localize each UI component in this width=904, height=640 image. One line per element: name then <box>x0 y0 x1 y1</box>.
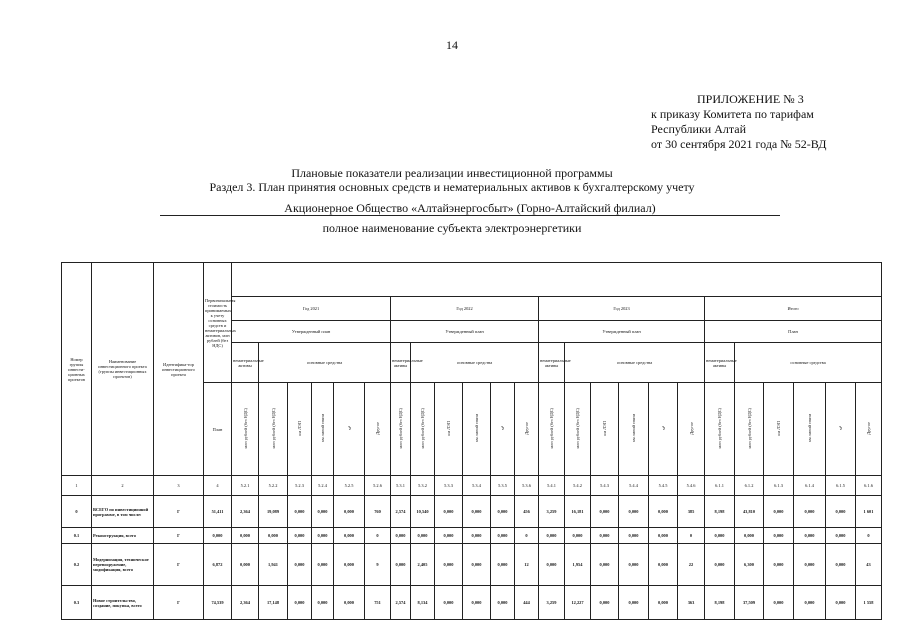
table-cell: 0,000 <box>491 528 515 544</box>
column-number: 5.3.1 <box>391 476 411 496</box>
table-cell: 2,364 <box>232 496 259 528</box>
subheader-label: Другое <box>688 422 694 435</box>
organization-name: Акционерное Общество «Алтайэнергосбыт» (Горно-Алтайский филиал) <box>160 201 780 216</box>
table-cell: 0,000 <box>764 586 794 620</box>
column-number: 5.2.1 <box>232 476 259 496</box>
subheader-cell <box>435 383 463 476</box>
header-year-2021: Год 2021 <box>232 297 391 321</box>
header-fixed-total: основные средства <box>735 343 882 383</box>
table-cell: 1,954 <box>565 544 591 586</box>
table-cell: 0,000 <box>435 586 463 620</box>
subheader-label: млн рублей (без НДС) <box>242 408 248 449</box>
table-cell: 0,000 <box>649 528 678 544</box>
header-initial-cost: Первоначальная стоимость принимаемых к учету основных средств и нематериальных активов, млн рублей (без НДС) <box>204 263 232 383</box>
table-cell: 0,000 <box>539 528 565 544</box>
table-cell: 2,574 <box>391 496 411 528</box>
table-cell: 0,000 <box>591 586 619 620</box>
column-number: 6.1.1 <box>705 476 735 496</box>
subheader-label: км линий связи <box>474 414 479 443</box>
appendix-title: ПРИЛОЖЕНИЕ № 3 <box>697 92 804 106</box>
table-cell: 0,000 <box>794 496 826 528</box>
investment-table <box>61 262 882 620</box>
table-cell: 0,000 <box>539 544 565 586</box>
row-name: ВСЕГО по инвестиционной программе, в том числе: <box>92 496 154 528</box>
table-cell: 0,000 <box>463 544 491 586</box>
table-cell: 19,089 <box>259 496 288 528</box>
column-number: 5.2.4 <box>312 476 334 496</box>
table-cell: 12 <box>515 544 539 586</box>
subheader-cell <box>826 383 856 476</box>
table-cell: 0,000 <box>619 496 649 528</box>
table-cell: 2,364 <box>232 586 259 620</box>
column-number: 5.4.3 <box>591 476 619 496</box>
header-total: Итого <box>705 297 882 321</box>
subheader-cell <box>649 383 678 476</box>
table-cell: 9 <box>365 544 391 586</box>
column-number: 5.4.4 <box>619 476 649 496</box>
subheader-cell <box>565 383 591 476</box>
subheader-label: км ЛЭП <box>297 421 302 436</box>
subheader-cell <box>705 383 735 476</box>
header-intangible-2021: нематериальные активы <box>232 343 259 383</box>
table-cell: Г <box>154 528 204 544</box>
table-cell: 0,000 <box>204 528 232 544</box>
table-cell: 0,000 <box>619 528 649 544</box>
table-cell: Г <box>154 544 204 586</box>
header-year-2022: Год 2022 <box>391 297 539 321</box>
table-cell: 0.1 <box>62 528 92 544</box>
table-row <box>62 528 882 544</box>
table-cell: 10,540 <box>411 496 435 528</box>
subheader-label: млн рублей (без НДС) <box>549 408 554 449</box>
column-number: 6.1.5 <box>826 476 856 496</box>
table-cell: 0 <box>678 528 705 544</box>
title-line-1: Плановые показатели реализации инвестиционной программы <box>291 166 613 180</box>
table-cell: 456 <box>515 496 539 528</box>
table-cell: 0 <box>62 496 92 528</box>
header-fixed-2022: основные средства <box>411 343 539 383</box>
row-name: Реконструкция, всего <box>92 528 154 544</box>
table-cell: 0 <box>365 528 391 544</box>
subheader-label: км линий связи <box>320 414 325 443</box>
appendix-region-line: Республики Алтай <box>651 122 746 136</box>
table-cell: 0,000 <box>826 586 856 620</box>
header-intangible-total: нематериальные активы <box>705 343 735 383</box>
table-cell: 8,134 <box>411 586 435 620</box>
column-number: 5.4.1 <box>539 476 565 496</box>
table-cell: 0,000 <box>794 544 826 586</box>
subheader-label: км линий связи <box>631 414 636 443</box>
subheader-cell <box>539 383 565 476</box>
column-number: 6.1.3 <box>764 476 794 496</box>
table-cell: 0,000 <box>491 544 515 586</box>
table-cell: 0 <box>515 528 539 544</box>
header-plan-2023: Утвержденный план <box>539 321 705 343</box>
table-cell: 0,000 <box>705 528 735 544</box>
subheader-cell <box>334 383 365 476</box>
document-title <box>0 166 904 194</box>
table-row <box>62 544 882 586</box>
table-cell: 0,000 <box>312 544 334 586</box>
subheader-label: м² <box>660 426 666 431</box>
subheader-cell <box>515 383 539 476</box>
column-number: 6.1.6 <box>856 476 882 496</box>
column-number: 5.3.2 <box>411 476 435 496</box>
table-cell: 8,198 <box>705 586 735 620</box>
table-cell: 0,000 <box>826 528 856 544</box>
table-cell: 385 <box>678 496 705 528</box>
table-cell: 0,000 <box>764 544 794 586</box>
table-cell: 8,198 <box>705 496 735 528</box>
subheader-cell <box>619 383 649 476</box>
table-cell: 0,000 <box>411 528 435 544</box>
table-cell: 6,872 <box>204 544 232 586</box>
table-cell: 17,148 <box>259 586 288 620</box>
subheader-label: км ЛЭП <box>776 421 781 436</box>
table-cell: 1 558 <box>856 586 882 620</box>
table-cell: 0,000 <box>232 544 259 586</box>
subheader-cell <box>794 383 826 476</box>
table-cell: 0,000 <box>312 586 334 620</box>
header-plan-2022: Утвержденный план <box>391 321 539 343</box>
header-project-name: Наименование инвестиционного проекта (группы инвестиционных проектов) <box>92 263 154 476</box>
subheader-cell <box>856 383 882 476</box>
table-cell: 751 <box>365 586 391 620</box>
column-number: 5.3.6 <box>515 476 539 496</box>
subheader-cell <box>232 383 259 476</box>
table-cell: 0,000 <box>334 544 365 586</box>
subheader-label: млн рублей (без НДС) <box>398 408 403 449</box>
subheader-label: Другое <box>375 422 380 435</box>
subheader-cell <box>591 383 619 476</box>
subheader-label: м² <box>838 426 843 431</box>
header-intangible-2023: нематериальные активы <box>539 343 565 383</box>
header-fixed-2021: основные средства <box>259 343 391 383</box>
subheader-label: млн рублей (без НДС) <box>420 408 425 449</box>
table-cell: 43,810 <box>735 496 764 528</box>
table-cell: Г <box>154 496 204 528</box>
subheader-label: Другое <box>866 422 871 435</box>
subheader-label: м² <box>500 426 505 431</box>
column-number: 4 <box>204 476 232 496</box>
table-cell: 0,000 <box>232 528 259 544</box>
subheader-cell <box>463 383 491 476</box>
table-cell: 43 <box>856 544 882 586</box>
column-number: 5.3.5 <box>491 476 515 496</box>
table-cell: 0,000 <box>463 586 491 620</box>
header-year-2023: Год 2023 <box>539 297 705 321</box>
table-cell: 1,941 <box>259 544 288 586</box>
column-number: 5.3.4 <box>463 476 491 496</box>
subheader-label: млн рублей (без НДС) <box>746 408 752 449</box>
table-cell: 363 <box>678 586 705 620</box>
header-plan-2021: Утвержденный план <box>232 321 391 343</box>
table-cell: 22 <box>678 544 705 586</box>
column-number: 6.1.2 <box>735 476 764 496</box>
header-plan: План <box>204 383 232 476</box>
column-number: 2 <box>92 476 154 496</box>
table-cell: 0,000 <box>649 586 678 620</box>
table-cell: 0,000 <box>591 496 619 528</box>
table-cell: 0,000 <box>826 496 856 528</box>
table-cell: 0,000 <box>288 586 312 620</box>
row-name: Новое строительство, создание, покупка, всего <box>92 586 154 620</box>
subheader-label: млн рублей (без НДС) <box>717 408 722 449</box>
header-project-id: Идентифика-тор инвестиционного проекта <box>154 263 204 476</box>
table-cell: 12,227 <box>565 586 591 620</box>
table-cell: 0,000 <box>334 586 365 620</box>
table-cell: 0,000 <box>794 586 826 620</box>
table-cell: 0,000 <box>649 544 678 586</box>
subheader-label: км ЛЭП <box>602 421 607 436</box>
subheader-cell <box>411 383 435 476</box>
table-cell: 0.3 <box>62 586 92 620</box>
table-cell: 0,000 <box>619 544 649 586</box>
table-cell: 0,000 <box>591 544 619 586</box>
table-cell: 0,000 <box>312 496 334 528</box>
table-row <box>62 496 882 528</box>
table-cell: 0,000 <box>463 496 491 528</box>
table-cell: 1 601 <box>856 496 882 528</box>
table-cell: 0,000 <box>334 496 365 528</box>
table-cell: 37,509 <box>735 586 764 620</box>
table-cell: 0,000 <box>565 528 591 544</box>
subheader-cell <box>391 383 411 476</box>
table-cell: 3,259 <box>539 496 565 528</box>
appendix-header <box>651 92 826 152</box>
appendix-order-line: к приказу Комитета по тарифам <box>651 107 814 121</box>
subheader-cell <box>678 383 705 476</box>
table-cell: 0,000 <box>391 528 411 544</box>
table-cell: 0,000 <box>491 496 515 528</box>
column-number: 1 <box>62 476 92 496</box>
header-fixed-2023: основные средства <box>565 343 705 383</box>
subheader-label: млн рублей (без НДС) <box>575 408 580 449</box>
table-row <box>62 586 882 620</box>
column-number: 6.1.4 <box>794 476 826 496</box>
table-cell: 760 <box>365 496 391 528</box>
table-cell: 74,539 <box>204 586 232 620</box>
table-cell: 3,259 <box>539 586 565 620</box>
table-cell: 0,000 <box>491 586 515 620</box>
column-number: 5.4.5 <box>649 476 678 496</box>
table-cell: 0,000 <box>312 528 334 544</box>
table-cell: 0,000 <box>735 528 764 544</box>
subheader-cell <box>288 383 312 476</box>
table-cell: 16,181 <box>565 496 591 528</box>
table-cell: 0,000 <box>259 528 288 544</box>
table-cell: 0,000 <box>435 528 463 544</box>
subheader-cell <box>764 383 794 476</box>
title-line-2: Раздел 3. План принятия основных средств и нематериальных активов к бухгалтерскому учету <box>209 180 695 194</box>
subheader-cell <box>312 383 334 476</box>
table-cell: 0,000 <box>463 528 491 544</box>
column-number: 5.4.2 <box>565 476 591 496</box>
table-cell: 6,300 <box>735 544 764 586</box>
table-cell: 0,000 <box>764 496 794 528</box>
column-number: 5.2.3 <box>288 476 312 496</box>
table-cell: 0,000 <box>288 496 312 528</box>
appendix-date-line: от 30 сентября 2021 года № 52-ВД <box>651 137 827 151</box>
table-cell: 0,000 <box>764 528 794 544</box>
subheader-label: км линий связи <box>807 414 812 443</box>
column-number: 5.2.6 <box>365 476 391 496</box>
column-number: 5.2.2 <box>259 476 288 496</box>
row-name: Модернизация, техническое перевооружение, модификация, всего <box>92 544 154 586</box>
table-cell: 0,000 <box>334 528 365 544</box>
table-cell: 0,000 <box>288 544 312 586</box>
table-cell: 0,000 <box>288 528 312 544</box>
table-cell: 0,000 <box>619 586 649 620</box>
page-number: 14 <box>446 38 458 52</box>
table-cell: Г <box>154 586 204 620</box>
subheader-label: км ЛЭП <box>446 421 451 436</box>
table-cell: 0,000 <box>705 544 735 586</box>
table-cell: 0,000 <box>826 544 856 586</box>
table-cell: 444 <box>515 586 539 620</box>
subheader-label: млн рублей (без НДС) <box>270 408 276 449</box>
table-cell: 51,411 <box>204 496 232 528</box>
header-intangible-2022: нематериальные активы <box>391 343 411 383</box>
header-blank <box>232 263 882 297</box>
table-cell: 0,000 <box>649 496 678 528</box>
header-plan-total: План <box>705 321 882 343</box>
subheader-label: Другое <box>524 422 529 435</box>
table-cell: 2,405 <box>411 544 435 586</box>
subheader-label: м² <box>346 426 352 431</box>
subheader-cell <box>259 383 288 476</box>
table-cell: 2,574 <box>391 586 411 620</box>
column-number: 5.3.3 <box>435 476 463 496</box>
table-cell: 0 <box>856 528 882 544</box>
column-number: 5.2.5 <box>334 476 365 496</box>
table-cell: 0,000 <box>435 496 463 528</box>
table-cell: 0,000 <box>435 544 463 586</box>
column-number: 3 <box>154 476 204 496</box>
table-cell: 0.2 <box>62 544 92 586</box>
subheader-cell <box>365 383 391 476</box>
organization-caption: полное наименование субъекта электроэнергетики <box>322 221 582 235</box>
table-cell: 0,000 <box>591 528 619 544</box>
subheader-cell <box>735 383 764 476</box>
table-cell: 0,000 <box>391 544 411 586</box>
table-cell: 0,000 <box>794 528 826 544</box>
column-number: 5.4.6 <box>678 476 705 496</box>
subheader-cell <box>491 383 515 476</box>
header-group-number: Номер группы инвести-ционных проектов <box>62 263 92 476</box>
